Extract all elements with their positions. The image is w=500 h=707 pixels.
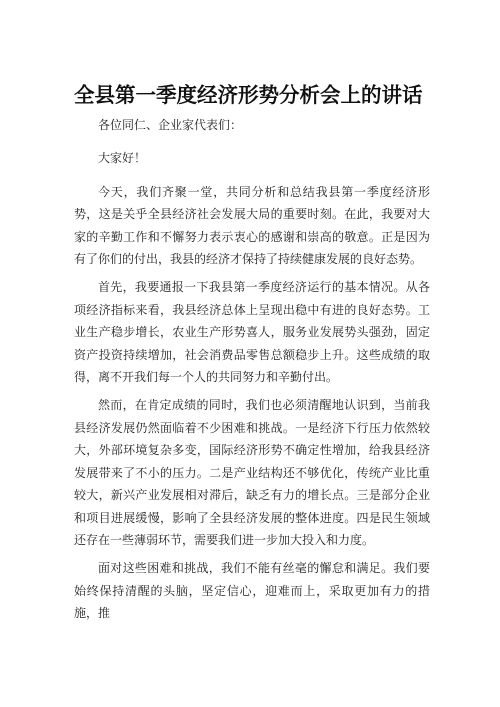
document-body bbox=[74, 114, 430, 631]
body-paragraph: 今天，我们齐聚一堂，共同分析和总结我县第一季度经济形势，这是关乎全县经济社会发展大局的重要时刻。在此，我要对大家的辛勤工作和不懈努力表示衷心的感谢和崇高的敬意。正是因为有了你们的付出，我县的经济才保持了持续健康发展的良好态势。 bbox=[74, 184, 430, 267]
salutation-paragraph: 各位同仁、企业家代表们： bbox=[98, 118, 243, 132]
document-title: 全县第一季度经济形势分析会上的讲话 bbox=[74, 83, 423, 107]
greeting-paragraph: 大家好！ bbox=[98, 151, 147, 166]
body-paragraph: 首先，我要通报一下我县第一季度经济运行的基本情况。从各项经济指标来看，我县经济总体上呈现出稳中有进的良好态势。工业生产稳步增长，农业生产形势喜人，服务业发展势头强劲，固定资产投资持续增加，社会消费品零售总额稳步上升。这些成绩的取得，离不开我们每一个人的共同努力和辛勤付出。 bbox=[74, 280, 430, 385]
body-paragraph: 面对这些困难和挑战，我们不能有丝毫的懈怠和满足。我们要始终保持清醒的头脑，坚定信心，迎难而上，采取更加有力的措施，推 bbox=[74, 561, 430, 621]
body-paragraph: 然而，在肯定成绩的同时，我们也必须清醒地认识到，当前我县经济发展仍然面临着不少困难和挑战。一是经济下行压力依然较大，外部环境复杂多变，国际经济形势不确定性增加，给我县经济发展带来了不小的压力。二是产业结构还不够优化，传统产业比重较大，新兴产业发展相对滞后，缺乏有力的增长点。三是部分企业和项目进展缓慢，影响了全县经济发展的整体进度。四是民生领域还存在一些薄弱环节，需要我们进一步加大投入和力度。 bbox=[74, 398, 430, 547]
